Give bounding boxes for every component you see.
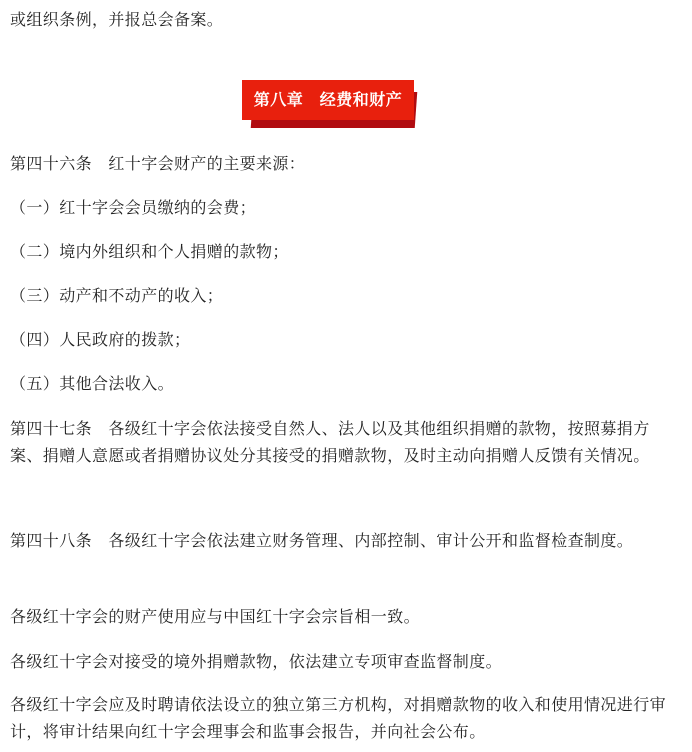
chapter-title: 第八章 经费和财产 [242, 80, 414, 120]
list-item: （三）动产和不动产的收入； [10, 286, 224, 305]
paragraph-foreign-donations: 各级红十字会对接受的境外捐赠款物，依法建立专项审查监督制度。 [10, 652, 503, 671]
article-46: 第四十六条 红十字会财产的主要来源： [10, 154, 306, 173]
article-48: 第四十八条 各级红十字会依法建立财务管理、内部控制、审计公开和监督检查制度。 [10, 531, 634, 550]
list-item: （五）其他合法收入。 [10, 374, 175, 393]
article-47: 第四十七条 各级红十字会依法接受自然人、法人以及其他组织捐赠的款物，按照募捐方案、捐赠人意愿或者捐赠协议处分其接受的捐赠款物，及时主动向捐赠人反馈有关情况。 [10, 419, 650, 465]
paragraph-audit: 各级红十字会应及时聘请依法设立的独立第三方机构，对捐赠款物的收入和使用情况进行审计，将审计结果向红十字会理事会和监事会报告，并向社会公布。 [10, 695, 667, 741]
list-item: （二）境内外组织和个人捐赠的款物； [10, 242, 289, 261]
paragraph-consistency: 各级红十字会的财产使用应与中国红十字会宗旨相一致。 [10, 607, 421, 626]
list-item: （四）人民政府的拨款； [10, 330, 191, 349]
list-item: （一）红十字会会员缴纳的会费； [10, 198, 257, 217]
top-fragment-paragraph: 或组织条例，并报总会备案。 [10, 10, 224, 29]
chapter-heading-banner [242, 80, 418, 130]
